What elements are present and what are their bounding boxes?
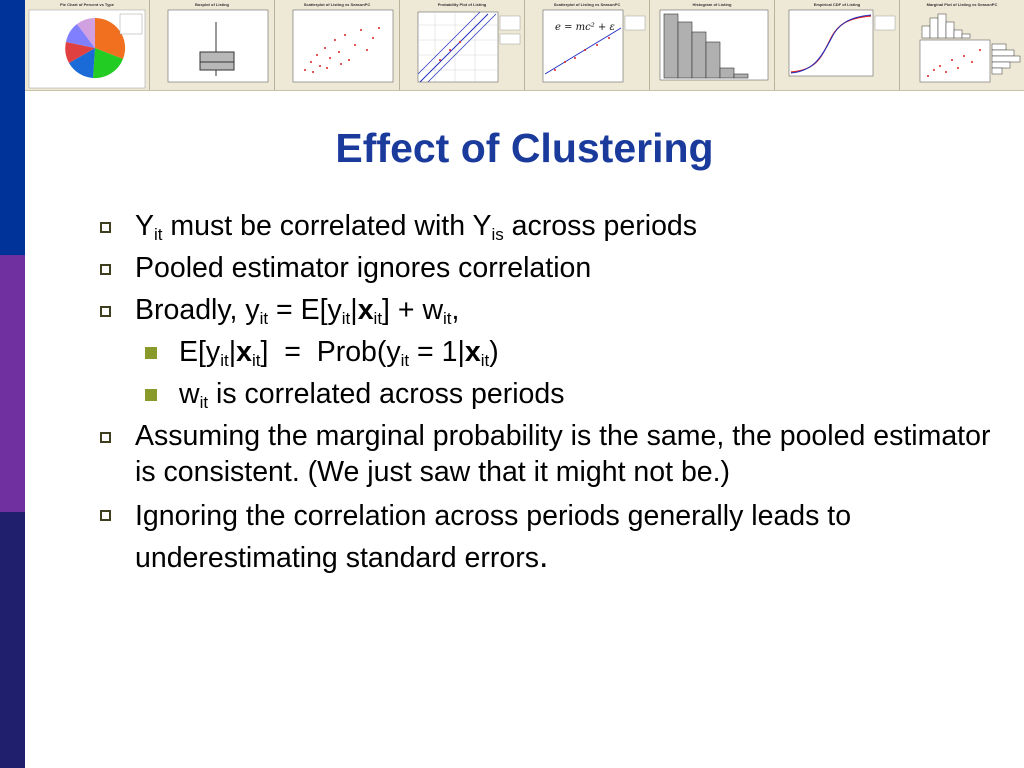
subscript: it: [251, 351, 261, 370]
text-fragment: |: [228, 336, 237, 368]
thumbnail-scatter-equation: [525, 0, 650, 90]
hollow-square-bullet-icon: [100, 264, 111, 275]
bullet-list: [100, 208, 1000, 584]
subscript: it: [480, 351, 490, 370]
thumbnail-pie-chart: [25, 0, 150, 90]
thumbnail-title: Pie Chart of Percent vs Type: [60, 2, 114, 7]
thumbnail-boxplot: [150, 0, 275, 90]
subscript: it: [259, 309, 269, 328]
hollow-square-bullet-icon: [100, 510, 111, 521]
text-fragment: ,: [451, 294, 460, 326]
thumbnail-scatterplot: [275, 0, 400, 90]
thumbnail-title: Scatterplot of Listing vs SeasonPC: [553, 2, 621, 7]
text-fragment: ] = Prob(y: [260, 336, 401, 368]
text-fragment: .: [538, 537, 549, 575]
bullet-item: [100, 418, 1000, 490]
text-fragment: Ignoring the correlation across periods generally leads to underestimating standard errors: [135, 500, 852, 574]
chart-thumbnail-strip: [25, 0, 1024, 91]
scatterplot-graphic: [275, 0, 399, 90]
thumbnail-empirical-cdf: [775, 0, 900, 90]
text-fragment: across periods: [503, 210, 698, 242]
probability-plot-graphic: [400, 0, 524, 90]
boxplot-graphic: [150, 0, 274, 90]
subscript: it: [443, 309, 452, 328]
subscript: it: [400, 351, 410, 370]
text-fragment: w: [179, 378, 200, 410]
text-fragment: = 1|: [409, 336, 465, 368]
bullet-item: [100, 250, 1000, 286]
thumbnail-marginal-plot: [900, 0, 1024, 90]
thumbnail-title: Empirical CDF of Listing: [813, 2, 861, 7]
text-fragment: ] + w: [382, 294, 444, 326]
subscript: it: [154, 225, 163, 244]
text-fragment: |: [350, 294, 358, 326]
left-bar-purple: [0, 255, 25, 512]
bold-vector: x: [464, 336, 481, 368]
bold-vector: x: [357, 294, 374, 326]
bold-vector: x: [236, 336, 252, 368]
hollow-square-bullet-icon: [100, 222, 111, 233]
text-fragment: is correlated across periods: [208, 378, 565, 410]
thumbnail-title: Probability Plot of Listing: [437, 2, 487, 7]
text-fragment: = E[y: [268, 294, 342, 326]
thumbnail-probability-plot: [400, 0, 525, 90]
subscript: it: [220, 351, 229, 370]
thumbnail-title: Scatterplot of Listing vs SeasonPC: [303, 2, 371, 7]
text-fragment: Y: [135, 210, 155, 242]
subscript: it: [373, 309, 383, 328]
pie-chart-graphic: [25, 0, 149, 90]
left-bar-blue: [0, 0, 25, 255]
scatter-equation-graphic: [525, 0, 649, 90]
thumbnail-title: Boxplot of Listing: [195, 2, 229, 7]
subscript: is: [491, 225, 504, 244]
sub-bullet-item: [145, 334, 1000, 370]
sub-bullet-item: [145, 376, 1000, 412]
bullet-item: [100, 208, 1000, 244]
bullet-item: [100, 292, 1000, 328]
text-fragment: E[y: [179, 336, 221, 368]
subscript: it: [199, 393, 209, 412]
text-fragment: Broadly, y: [135, 294, 260, 326]
ecdf-graphic: [775, 0, 899, 90]
hollow-square-bullet-icon: [100, 432, 111, 443]
left-bar-navy: [0, 512, 25, 768]
text-fragment: Assuming the marginal probability is the same, the pooled estimator is consistent. (We just saw that it might not be.): [135, 420, 991, 488]
marginal-plot-graphic: [900, 0, 1024, 90]
text-fragment: Pooled estimator ignores correlation: [135, 252, 592, 284]
filled-square-bullet-icon: [145, 389, 157, 401]
histogram-graphic: [650, 0, 774, 90]
bullet-item: [100, 496, 1000, 578]
hollow-square-bullet-icon: [100, 306, 111, 317]
text-fragment: must be correlated with Y: [162, 210, 492, 242]
equation-text: e = mc² + ε: [555, 22, 615, 33]
filled-square-bullet-icon: [145, 347, 157, 359]
subscript: it: [341, 309, 351, 328]
thumbnail-title: Marginal Plot of Listing vs SeasonPC: [926, 2, 998, 7]
thumbnail-histogram: [650, 0, 775, 90]
text-fragment: ): [489, 336, 499, 368]
thumbnail-title: Histogram of Listing: [692, 2, 732, 7]
slide-title: Effect of Clustering: [335, 125, 714, 171]
